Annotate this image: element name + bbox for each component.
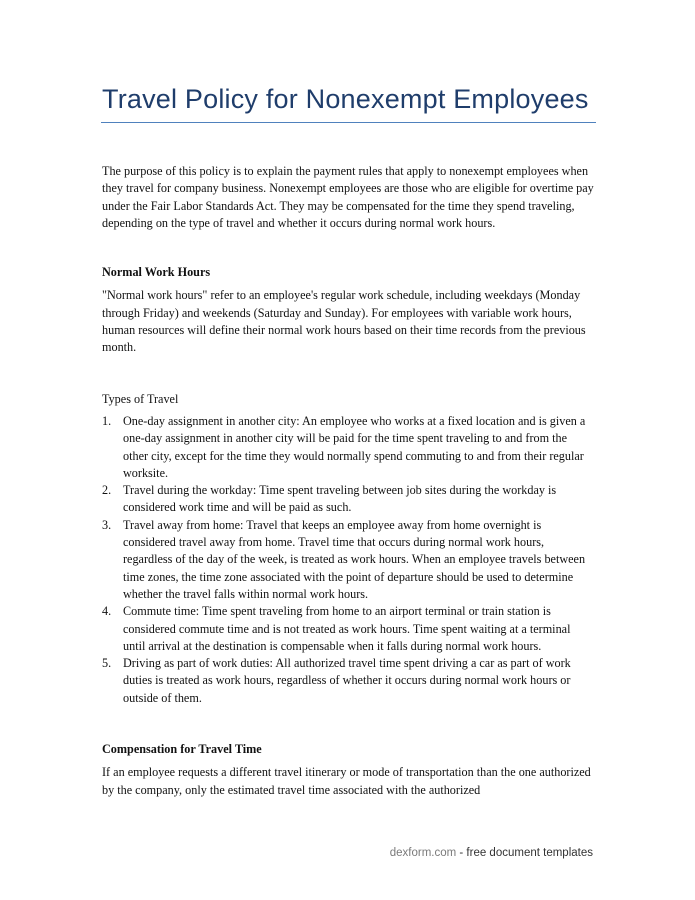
list-item bbox=[102, 413, 594, 482]
title-underline bbox=[101, 122, 596, 123]
intro-paragraph: The purpose of this policy is to explain the payment rules that apply to nonexempt employees when they travel for company business. Nonexempt employees are those who are eligible for overtime pay under the Fair Labor Standards Act. They may be compensated for the time they spend traveling, depending on the type of travel and whether it occurs during normal work hours. bbox=[102, 164, 594, 230]
section-paragraph: If an employee requests a different travel itinerary or mode of transportation than the one authorized by the company, only the estimated travel time associated with the authorized bbox=[102, 765, 591, 797]
list-item bbox=[102, 482, 594, 517]
footer-tagline: - free document templates bbox=[456, 847, 593, 859]
list-number: 4. bbox=[102, 604, 112, 619]
list-item-text: Driving as part of work duties: All authorized travel time spent driving a car as part of work duties is treated as work hours, regardless of whether it occurs during normal work hours or outside of them. bbox=[123, 656, 571, 705]
document-body bbox=[102, 163, 594, 799]
list-item bbox=[102, 517, 594, 603]
list-item bbox=[102, 655, 594, 707]
section-compensation bbox=[102, 741, 594, 799]
footer-brand-link[interactable]: dexform.com bbox=[389, 847, 457, 859]
list-item-text: Travel away from home: Travel that keeps an employee away from home overnight is considered travel away from home. Travel time that occurs during normal work hours, regardless of the day of the week, is treated as work hours. When an employee travels between time zones, the time zone associated with the point of departure should be used to determine whether the travel falls within normal work hours. bbox=[123, 517, 586, 601]
list-item-text: Travel during the workday: Time spent traveling between job sites during the workday is considered work time and will be paid as such. bbox=[123, 483, 557, 515]
list-number: 5. bbox=[102, 656, 112, 671]
section-heading: Compensation for Travel Time bbox=[102, 742, 262, 757]
travel-types-list bbox=[102, 413, 594, 707]
page-footer bbox=[390, 847, 593, 859]
list-number: 2. bbox=[102, 483, 112, 498]
section-paragraph: "Normal work hours" refer to an employee's regular work schedule, including weekdays (Monday through Friday) and weekends (Saturday and Sunday). For employees with variable work hours, human resources will define their normal work hours based on their time records from the previous month. bbox=[102, 288, 586, 355]
list-item-text: Commute time: Time spent traveling from home to an airport terminal or train station is considered commute time and is not treated as work hours. Time spent waiting at a terminal until arrival at the destination is compensable when it falls during normal work hours. bbox=[123, 604, 571, 653]
list-number: 1. bbox=[102, 413, 112, 428]
document-title: Travel Policy for Nonexempt Employees bbox=[102, 84, 589, 114]
list-number: 3. bbox=[102, 517, 112, 532]
section-heading: Normal Work Hours bbox=[102, 265, 211, 280]
section-heading: Types of Travel bbox=[102, 391, 179, 406]
section-normal-work-hours bbox=[102, 264, 594, 356]
list-item bbox=[102, 603, 594, 655]
section-types-of-travel bbox=[102, 391, 594, 707]
list-item-text: One-day assignment in another city: An employee who works at a fixed location and is given a one-day assignment in another city will be paid for the time spent traveling to and from the other city, except for the time they would normally spend commuting to and from their regular worksite. bbox=[123, 413, 586, 480]
